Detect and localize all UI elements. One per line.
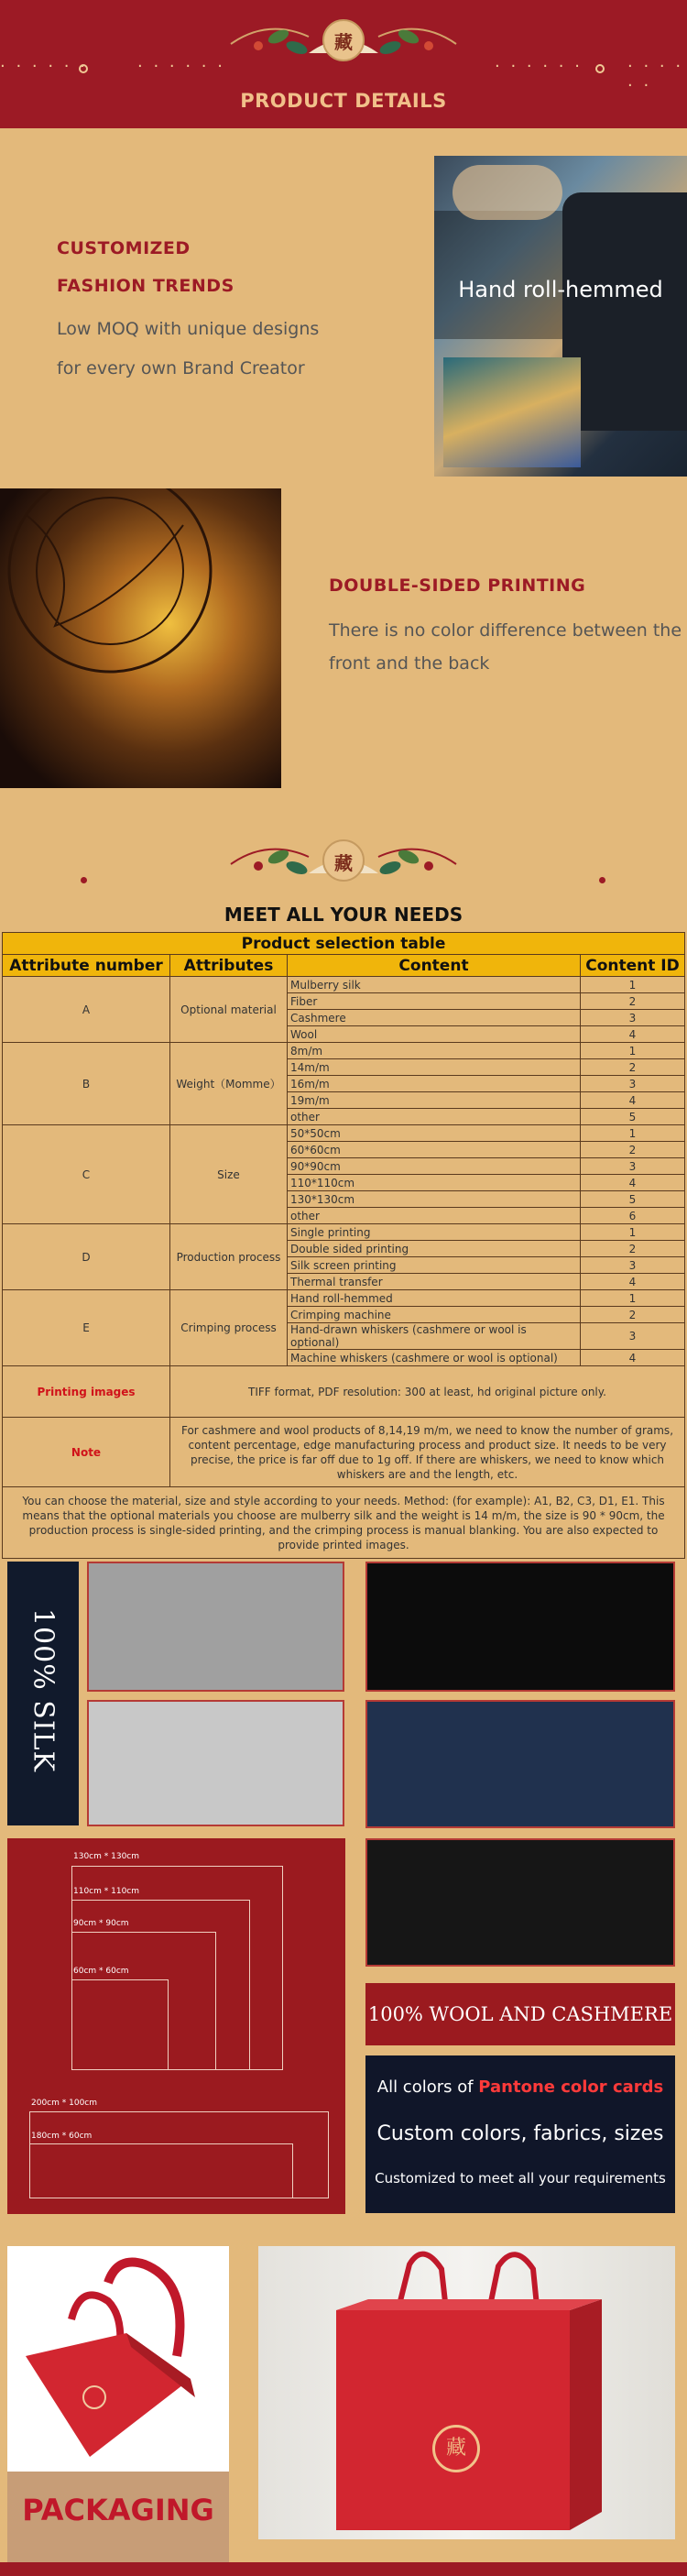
wool-swatch-navy xyxy=(365,1700,675,1828)
header-ring-left xyxy=(79,64,88,73)
size-label: 90cm * 90cm xyxy=(73,1919,129,1928)
silk-label: 100% SILK xyxy=(27,1607,60,1773)
content-cell: Fiber xyxy=(288,993,581,1010)
pantone-highlight: Pantone color cards xyxy=(478,2077,664,2097)
content-cell: Machine whiskers (cashmere or wool is optional) xyxy=(288,1350,581,1366)
promo-line2: Custom colors, fabrics, sizes xyxy=(376,2122,664,2145)
content-cell: Single printing xyxy=(288,1224,581,1241)
table-caption: Product selection table xyxy=(3,933,685,955)
content-id-cell: 5 xyxy=(581,1191,685,1208)
needs-emblem-character: 藏 xyxy=(334,852,353,874)
wool-swatch-black xyxy=(365,1562,675,1692)
size-label: 180cm * 60cm xyxy=(31,2132,93,2141)
table-row xyxy=(3,1224,685,1241)
attribute-name-cell: Crimping process xyxy=(170,1290,288,1366)
content-cell: 8m/m xyxy=(288,1043,581,1059)
content-cell: Mulberry silk xyxy=(288,977,581,993)
footer-bar xyxy=(0,2562,687,2576)
needs-title: MEET ALL YOUR NEEDS xyxy=(224,904,463,926)
header-ring-right xyxy=(595,64,605,73)
product-selection-table-wrapper xyxy=(2,932,685,1559)
content-cell: Wool xyxy=(288,1026,581,1043)
attribute-number-cell: B xyxy=(3,1043,170,1125)
content-id-cell: 1 xyxy=(581,977,685,993)
content-cell: 14m/m xyxy=(288,1059,581,1076)
table-footer-text: You can choose the material, size and style according to your needs. Method: (for example): A1, B2, C3, D1, E1. This means that the optional materials you choose are mulberry silk and the weight is 14 m/m, the size is 90 * 90cm, the production process is single-sided printing, and the crimping process is manual blanking. You are also expected to provide printed images. xyxy=(3,1487,685,1559)
content-id-cell: 3 xyxy=(581,1323,685,1350)
table-row xyxy=(3,977,685,993)
size-diagram-panel xyxy=(7,1838,345,2214)
content-cell: 130*130cm xyxy=(288,1191,581,1208)
content-id-cell: 4 xyxy=(581,1175,685,1191)
hand-hemming-photo xyxy=(434,156,687,477)
table-row xyxy=(3,1290,685,1307)
attribute-number-cell: D xyxy=(3,1224,170,1290)
packaging-label: PACKAGING xyxy=(22,2493,214,2527)
customization-promo-panel xyxy=(365,2055,675,2213)
packaging-small-photo xyxy=(7,2246,229,2565)
content-id-cell: 4 xyxy=(581,1092,685,1109)
content-id-cell: 4 xyxy=(581,1350,685,1366)
content-cell: 50*50cm xyxy=(288,1125,581,1142)
content-id-cell: 3 xyxy=(581,1257,685,1274)
attribute-number-cell: C xyxy=(3,1125,170,1224)
header-dots-left2: · · · · · · xyxy=(137,57,225,76)
content-cell: 16m/m xyxy=(288,1076,581,1092)
content-id-cell: 2 xyxy=(581,1059,685,1076)
promo-line1-prefix: All colors of xyxy=(376,2077,479,2097)
printing-images-text: TIFF format, PDF resolution: 300 at least, hd original picture only. xyxy=(170,1366,685,1418)
header-dots-left: · · · · · · xyxy=(0,57,88,76)
content-id-cell: 2 xyxy=(581,993,685,1010)
section2-text-line1: There is no color difference between the xyxy=(329,620,682,641)
attribute-name-cell: Optional material xyxy=(170,977,288,1043)
content-id-cell: 1 xyxy=(581,1125,685,1142)
column-header: Content ID xyxy=(581,955,685,977)
bag-logo: 藏 xyxy=(432,2425,480,2472)
content-id-cell: 3 xyxy=(581,1158,685,1175)
column-header: Content xyxy=(288,955,581,977)
content-id-cell: 5 xyxy=(581,1109,685,1125)
attribute-name-cell: Production process xyxy=(170,1224,288,1290)
attribute-name-cell: Weight（Momme） xyxy=(170,1043,288,1125)
content-cell: 60*60cm xyxy=(288,1142,581,1158)
silk-label-panel xyxy=(7,1562,79,1825)
size-box-180x60 xyxy=(29,2143,293,2198)
content-id-cell: 2 xyxy=(581,1241,685,1257)
content-id-cell: 6 xyxy=(581,1208,685,1224)
table-row xyxy=(3,1125,685,1142)
printing-images-label: Printing images xyxy=(3,1366,170,1418)
section1-text-line1: Low MOQ with unique designs xyxy=(57,319,320,339)
table-body xyxy=(3,977,685,1366)
section1-heading-line2: FASHION TRENDS xyxy=(57,276,234,296)
content-cell: Cashmere xyxy=(288,1010,581,1026)
content-id-cell: 2 xyxy=(581,1142,685,1158)
note-label: Note xyxy=(3,1418,170,1487)
size-box-60 xyxy=(71,1979,169,2070)
size-label: 60cm * 60cm xyxy=(73,1967,129,1976)
header-banner xyxy=(0,0,687,128)
note-text: For cashmere and wool products of 8,14,19 m/m, we need to know the number of grams, content percentage, edge manufacturing process and product size. It needs to be very precise, the price is far off due to 1g off. If there are whiskers, we need to know which whiskers are and the length, etc. xyxy=(170,1418,685,1487)
page-title: PRODUCT DETAILS xyxy=(240,90,447,112)
attribute-number-cell: E xyxy=(3,1290,170,1366)
content-id-cell: 1 xyxy=(581,1224,685,1241)
product-selection-table xyxy=(2,932,685,1559)
content-cell: Double sided printing xyxy=(288,1241,581,1257)
section1-text-line2: for every own Brand Creator xyxy=(57,358,305,378)
wool-cashmere-label: 100% WOOL AND CASHMERE xyxy=(365,1983,675,2045)
double-sided-print-photo xyxy=(0,488,281,788)
content-cell: Silk screen printing xyxy=(288,1257,581,1274)
content-id-cell: 3 xyxy=(581,1076,685,1092)
content-cell: Hand-drawn whiskers (cashmere or wool is optional) xyxy=(288,1323,581,1350)
content-cell: Hand roll-hemmed xyxy=(288,1290,581,1307)
content-cell: 110*110cm xyxy=(288,1175,581,1191)
hand-roll-caption: Hand roll-hemmed xyxy=(458,277,663,302)
content-id-cell: 3 xyxy=(581,1010,685,1026)
attribute-number-cell: A xyxy=(3,977,170,1043)
section2-heading: DOUBLE-SIDED PRINTING xyxy=(329,575,586,596)
content-cell: Crimping machine xyxy=(288,1307,581,1323)
needs-dot-left xyxy=(81,877,87,883)
section2-text-line2: front and the back xyxy=(329,653,490,674)
content-id-cell: 4 xyxy=(581,1274,685,1290)
content-id-cell: 1 xyxy=(581,1290,685,1307)
size-label: 130cm * 130cm xyxy=(73,1852,140,1861)
column-header: Attribute number xyxy=(3,955,170,977)
promo-line1 xyxy=(365,2077,675,2097)
content-cell: 19m/m xyxy=(288,1092,581,1109)
content-id-cell: 4 xyxy=(581,1026,685,1043)
content-cell: other xyxy=(288,1109,581,1125)
column-header: Attributes xyxy=(170,955,288,977)
size-label: 110cm * 110cm xyxy=(73,1887,140,1896)
attribute-name-cell: Size xyxy=(170,1125,288,1224)
silk-swatch-gray xyxy=(87,1562,344,1692)
promo-line3: Customized to meet all your requirements xyxy=(375,2170,666,2187)
header-dots-right: · · · · · · xyxy=(495,57,583,76)
content-id-cell: 1 xyxy=(581,1043,685,1059)
emblem-character: 藏 xyxy=(334,31,353,53)
content-cell: 90*90cm xyxy=(288,1158,581,1175)
table-row xyxy=(3,1043,685,1059)
packaging-large-photo xyxy=(258,2246,675,2539)
content-cell: other xyxy=(288,1208,581,1224)
content-id-cell: 2 xyxy=(581,1307,685,1323)
header-dots-right2: · · · · · · xyxy=(627,57,684,95)
needs-dot-right xyxy=(599,877,605,883)
size-label: 200cm * 100cm xyxy=(31,2099,98,2108)
content-cell: Thermal transfer xyxy=(288,1274,581,1290)
wool-swatch-charcoal xyxy=(365,1838,675,1967)
section1-heading-line1: CUSTOMIZED xyxy=(57,238,191,258)
silk-swatch-light xyxy=(87,1700,344,1826)
